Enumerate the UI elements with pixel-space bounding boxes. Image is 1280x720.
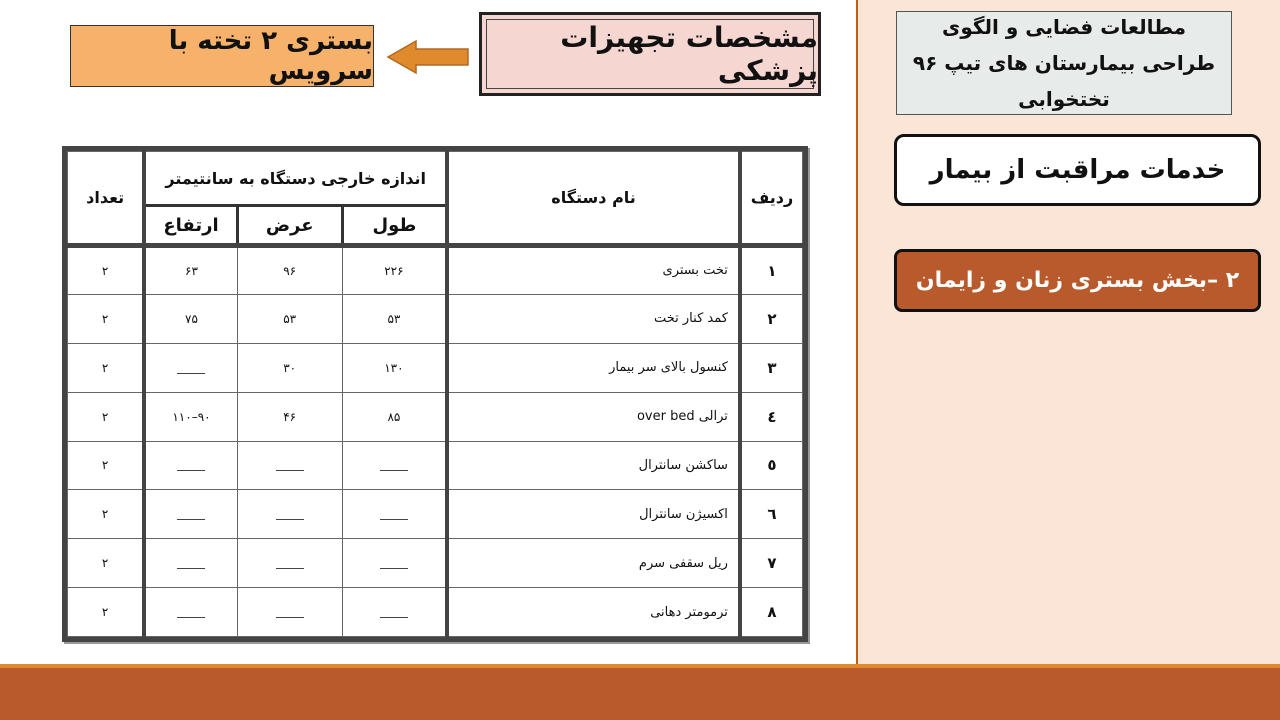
device-name: ساکشن سانترال [447,441,740,490]
quantity-value: ۲ [68,246,145,295]
quantity-value: ۲ [68,441,145,490]
device-name: ترمومتر دهانی [447,588,740,637]
width-value: ۴۶ [237,392,342,441]
height-value: ۹۰–۱۱۰ [144,392,237,441]
footer-bar [0,664,1280,720]
length-value [342,588,447,637]
header-row-no: ردیف [740,152,803,246]
equipment-title: مشخصات تجهیزات پزشکی [479,12,821,96]
header-quantity: تعداد [68,152,145,246]
empty-dash [380,456,408,471]
header-device-name: نام دستگاه [447,152,740,246]
device-name: کنسول بالای سر بیمار [447,343,740,392]
device-name: ترالی over bed [447,392,740,441]
empty-dash [177,456,205,471]
room-label: بستری ۲ تخته با سرویس [70,25,374,87]
row-number: ۳ [740,343,803,392]
table-row [68,490,803,539]
length-value [342,539,447,588]
quantity-value: ۲ [68,588,145,637]
device-name: اکسیژن سانترال [447,490,740,539]
ward-title: ۲ –بخش بستری زنان و زایمان [894,249,1261,312]
header-width: عرض [237,206,342,246]
quantity-value: ۲ [68,343,145,392]
device-name: ریل سقفی سرم [447,539,740,588]
table-row [68,588,803,637]
table-row [68,343,803,392]
table-row [68,539,803,588]
device-name: تخت بستری [447,246,740,295]
width-value: ۹۶ [237,246,342,295]
width-value [237,539,342,588]
height-value [144,588,237,637]
device-name: کمد کنار تخت [447,294,740,343]
height-value [144,539,237,588]
width-value: ۳۰ [237,343,342,392]
width-value [237,490,342,539]
height-value [144,490,237,539]
length-value: ۵۳ [342,294,447,343]
height-value [144,343,237,392]
empty-dash [276,603,304,618]
width-value [237,441,342,490]
empty-dash [380,554,408,569]
empty-dash [177,603,205,618]
side-panel [856,0,1280,664]
row-number: ١ [740,246,803,295]
row-number: ۷ [740,539,803,588]
quantity-value: ۲ [68,294,145,343]
table-row [68,246,803,295]
width-value [237,588,342,637]
header-length: طول [342,206,447,246]
left-arrow-icon [386,39,470,75]
row-number: ٥ [740,441,803,490]
width-value: ۵۳ [237,294,342,343]
table-row [68,441,803,490]
length-value: ۸۵ [342,392,447,441]
empty-dash [177,505,205,520]
quantity-value: ۲ [68,392,145,441]
height-value: ۷۵ [144,294,237,343]
length-value [342,490,447,539]
row-number: ۲ [740,294,803,343]
table-row [68,294,803,343]
height-value [144,441,237,490]
length-value: ۱۳۰ [342,343,447,392]
empty-dash [177,359,205,374]
row-number: ۸ [740,588,803,637]
row-number: ٦ [740,490,803,539]
study-title: مطالعات فضایی و الگوی طراحی بیمارستان های تیپ ۹۶ تختخوابی [896,11,1232,115]
empty-dash [177,554,205,569]
length-value: ۲۲۶ [342,246,447,295]
header-dimensions: اندازه خارجی دستگاه به سانتیمتر [144,152,447,206]
length-value [342,441,447,490]
empty-dash [380,505,408,520]
row-number: ٤ [740,392,803,441]
quantity-value: ۲ [68,490,145,539]
quantity-value: ۲ [68,539,145,588]
table-row [68,392,803,441]
equipment-table [62,146,808,642]
empty-dash [380,603,408,618]
empty-dash [276,554,304,569]
height-value: ۶۳ [144,246,237,295]
empty-dash [276,505,304,520]
empty-dash [276,456,304,471]
header-height: ارتفاع [144,206,237,246]
section-title: خدمات مراقبت از بیمار [894,134,1261,206]
